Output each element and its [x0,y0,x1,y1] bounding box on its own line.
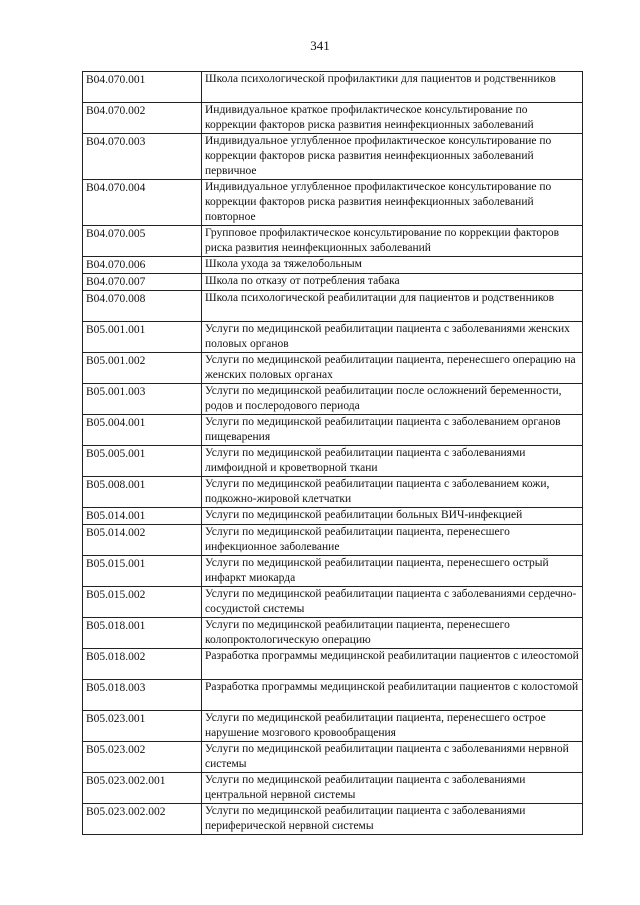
service-code: В04.070.007 [83,274,202,291]
service-code: В05.018.001 [83,618,202,649]
service-name: Школа психологической реабилитации для пациентов и родственников [202,291,583,322]
services-table [82,71,583,835]
service-code: В04.070.002 [83,103,202,134]
table-body [83,72,583,835]
table-row [83,587,583,618]
table-row [83,274,583,291]
service-name: Разработка программы медицинской реабилитации пациентов с колостомой [202,680,583,711]
table-row [83,804,583,835]
page-number: 341 [310,38,330,53]
service-code: В04.070.003 [83,134,202,180]
table-row [83,384,583,415]
service-name: Разработка программы медицинской реабилитации пациентов с илеостомой [202,649,583,680]
table-row [83,72,583,103]
service-code: В04.070.004 [83,180,202,226]
table-row [83,353,583,384]
service-code: В05.015.002 [83,587,202,618]
service-code: В05.005.001 [83,446,202,477]
service-name: Индивидуальное углубленное профилактическое консультирование по коррекции факторов риска развития неинфекционных заболеваний первичное [202,134,583,180]
service-code: В05.015.001 [83,556,202,587]
table-row [83,322,583,353]
service-name: Услуги по медицинской реабилитации пациента с заболеваниями лимфоидной и кроветворной ткани [202,446,583,477]
table-row [83,711,583,742]
service-code: В04.070.008 [83,291,202,322]
service-code: В05.023.001 [83,711,202,742]
service-code: В05.023.002.001 [83,773,202,804]
service-code: В05.023.002 [83,742,202,773]
service-name: Услуги по медицинской реабилитации пациента, перенесшего инфекционное заболевание [202,525,583,556]
service-code: В04.070.001 [83,72,202,103]
table-row [83,618,583,649]
service-name: Услуги по медицинской реабилитации пациента, перенесшего операцию на женских половых органах [202,353,583,384]
service-name: Услуги по медицинской реабилитации пациента, перенесшего колопроктологическую операцию [202,618,583,649]
service-code: В05.001.003 [83,384,202,415]
table-row [83,103,583,134]
table-row [83,773,583,804]
service-code: В05.023.002.002 [83,804,202,835]
table-row [83,134,583,180]
service-name: Услуги по медицинской реабилитации пациента, перенесшего острое нарушение мозгового кровообращения [202,711,583,742]
service-name: Школа ухода за тяжелобольным [202,257,583,274]
table-row [83,508,583,525]
service-name: Услуги по медицинской реабилитации пациента с заболеваниями сердечно-сосудистой системы [202,587,583,618]
service-name: Услуги по медицинской реабилитации пациента с заболеванием кожи, подкожно-жировой клетчатки [202,477,583,508]
service-name: Индивидуальное углубленное профилактическое консультирование по коррекции факторов риска развития неинфекционных заболеваний повторное [202,180,583,226]
table-row [83,477,583,508]
service-name: Школа по отказу от потребления табака [202,274,583,291]
table-row [83,446,583,477]
table-row [83,556,583,587]
service-name: Групповое профилактическое консультирование по коррекции факторов риска развития неинфекционных заболеваний [202,226,583,257]
table-row [83,291,583,322]
service-name: Услуги по медицинской реабилитации пациента с заболеваниями женских половых органов [202,322,583,353]
service-name: Школа психологической профилактики для пациентов и родственников [202,72,583,103]
table-row [83,180,583,226]
table-row [83,680,583,711]
service-name: Услуги по медицинской реабилитации пациента с заболеваниями нервной системы [202,742,583,773]
table-row [83,525,583,556]
service-name: Индивидуальное краткое профилактическое консультирование по коррекции факторов риска развития неинфекционных заболеваний [202,103,583,134]
service-name: Услуги по медицинской реабилитации пациента с заболеваниями центральной нервной системы [202,773,583,804]
service-code: В05.001.002 [83,353,202,384]
service-name: Услуги по медицинской реабилитации пациента, перенесшего острый инфаркт миокарда [202,556,583,587]
service-code: В05.018.002 [83,649,202,680]
table-row [83,226,583,257]
table-row [83,257,583,274]
table-row [83,415,583,446]
service-code: В05.004.001 [83,415,202,446]
service-code: В05.008.001 [83,477,202,508]
table-row [83,742,583,773]
service-code: В04.070.005 [83,226,202,257]
service-code: В05.018.003 [83,680,202,711]
service-code: В05.014.001 [83,508,202,525]
service-name: Услуги по медицинской реабилитации больных ВИЧ-инфекцией [202,508,583,525]
service-name: Услуги по медицинской реабилитации пациента с заболеваниями периферической нервной системы [202,804,583,835]
service-name: Услуги по медицинской реабилитации пациента с заболеванием органов пищеварения [202,415,583,446]
service-code: В05.001.001 [83,322,202,353]
service-code: В04.070.006 [83,257,202,274]
service-name: Услуги по медицинской реабилитации после осложнений беременности, родов и послеродового периода [202,384,583,415]
table-row [83,649,583,680]
service-code: В05.014.002 [83,525,202,556]
